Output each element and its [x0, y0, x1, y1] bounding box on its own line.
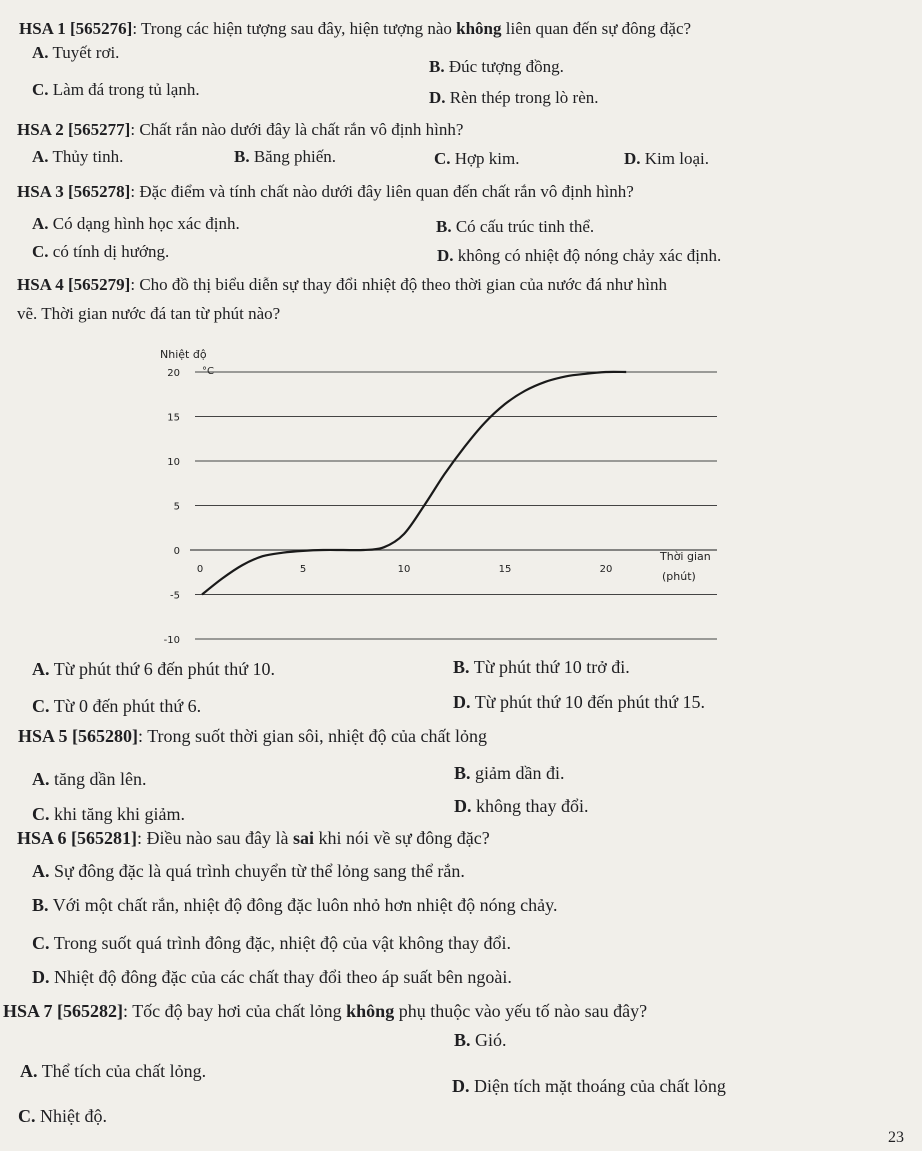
option-4b[interactable]: B. Từ phút thứ 10 trở đi.	[453, 657, 630, 677]
y-tick-label: 0	[173, 546, 180, 557]
question-7-text-a: : Tốc độ bay hơi của chất lỏng	[123, 1001, 347, 1021]
option-6c[interactable]: C. Trong suốt quá trình đông đặc, nhiệt độ của vật không thay đổi.	[32, 933, 511, 953]
question-1-text-a: : Trong các hiện tượng sau đây, hiện tượng nào	[132, 19, 457, 38]
option-5c[interactable]: C. khi tăng khi giảm.	[32, 804, 185, 824]
option-3b[interactable]: B. Có cấu trúc tinh thể.	[436, 217, 595, 236]
question-2	[17, 121, 463, 138]
temperature-time-chart	[150, 340, 730, 645]
question-4	[17, 276, 667, 293]
option-2d[interactable]: D. Kim loại.	[624, 149, 709, 168]
question-7-id: HSA 7 [565282]	[3, 1001, 124, 1021]
y-tick-label: 5	[173, 501, 180, 513]
option-4d[interactable]: D. Từ phút thứ 10 đến phút thứ 15.	[453, 692, 705, 712]
question-4-id: HSA 4 [565279]	[17, 275, 131, 294]
y-tick-label: 15	[167, 412, 180, 424]
x-tick-label: 10	[397, 564, 411, 575]
question-3-id: HSA 3 [565278]	[17, 182, 131, 201]
y-tick-label: 10	[167, 457, 180, 468]
question-6-text-b: khi nói về sự đông đặc?	[313, 828, 490, 848]
option-1a[interactable]: A. Tuyết rơi.	[32, 43, 120, 62]
question-5-id: HSA 5 [565280]	[18, 726, 139, 746]
option-1d[interactable]: D. Rèn thép trong lò rèn.	[429, 88, 599, 107]
page-number: 23	[888, 1129, 904, 1146]
question-1	[19, 20, 691, 37]
option-3d[interactable]: D. không có nhiệt độ nóng chảy xác định.	[437, 246, 722, 265]
question-7	[3, 1002, 647, 1020]
question-5	[18, 727, 487, 745]
option-2c[interactable]: C. Hợp kim.	[434, 149, 520, 168]
option-2a[interactable]: A. Thủy tinh.	[32, 147, 124, 166]
option-5a[interactable]: A. tăng dần lên.	[32, 769, 147, 789]
option-4c[interactable]: C. Từ 0 đến phút thứ 6.	[32, 696, 202, 716]
question-7-text-b: phụ thuộc vào yếu tố nào sau đây?	[394, 1001, 648, 1021]
y-axis-unit: °C	[202, 366, 214, 377]
option-7b[interactable]: B. Gió.	[454, 1030, 507, 1050]
question-2-id: HSA 2 [565277]	[17, 120, 131, 139]
x-tick-label: 0	[196, 564, 204, 575]
option-7c[interactable]: C. Nhiệt độ.	[18, 1106, 107, 1126]
question-6-emphasis: sai	[292, 828, 314, 848]
option-7d[interactable]: D. Diện tích mặt thoáng của chất lỏng	[452, 1076, 726, 1096]
y-tick-labels	[164, 368, 180, 645]
question-4-text-line1: : Cho đồ thị biểu diễn sự thay đổi nhiệt độ theo thời gian của nước đá như hình	[130, 275, 667, 294]
option-2b[interactable]: B. Băng phiến.	[234, 147, 336, 166]
question-4-line2: vẽ. Thời gian nước đá tan từ phút nào?	[17, 304, 281, 323]
option-6a[interactable]: A. Sự đông đặc là quá trình chuyển từ thể lỏng sang thể rắn.	[32, 861, 465, 881]
question-1-id: HSA 1 [565276]	[19, 19, 133, 38]
temperature-curve	[202, 372, 626, 595]
y-axis-label: Nhiệt độ	[160, 348, 207, 361]
option-3a[interactable]: A. Có dạng hình học xác định.	[32, 214, 240, 233]
option-1b[interactable]: B. Đúc tượng đồng.	[429, 57, 564, 76]
question-2-text: : Chất rắn nào dưới đây là chất rắn vô định hình?	[130, 120, 464, 139]
question-6	[17, 829, 490, 847]
x-tick-label: 5	[299, 564, 307, 575]
x-tick-label: 15	[498, 564, 512, 575]
y-tick-label: -10	[163, 635, 180, 645]
x-axis-unit: (phút)	[662, 570, 696, 583]
option-1c[interactable]: C. Làm đá trong tủ lạnh.	[32, 80, 200, 99]
chart-grid	[190, 372, 717, 639]
option-6d[interactable]: D. Nhiệt độ đông đặc của các chất thay đổi theo áp suất bên ngoài.	[32, 967, 512, 987]
question-7-emphasis: không	[346, 1001, 395, 1021]
x-axis-label: Thời gian	[660, 550, 711, 563]
question-5-text: : Trong suốt thời gian sôi, nhiệt độ của chất lỏng	[138, 726, 488, 746]
x-tick-label: 20	[599, 564, 613, 575]
option-5b[interactable]: B. giảm dần đi.	[454, 763, 565, 783]
x-tick-labels	[197, 564, 613, 575]
question-6-text-a: : Điều nào sau đây là	[137, 828, 293, 848]
y-tick-label: 20	[167, 368, 180, 379]
question-6-id: HSA 6 [565281]	[17, 828, 138, 848]
option-5d[interactable]: D. không thay đổi.	[454, 796, 589, 816]
option-4a[interactable]: A. Từ phút thứ 6 đến phút thứ 10.	[32, 659, 275, 679]
question-3-text: : Đặc điểm và tính chất nào dưới đây liên quan đến chất rắn vô định hình?	[130, 182, 634, 201]
question-1-emphasis: không	[456, 19, 502, 38]
option-7a[interactable]: A. Thể tích của chất lỏng.	[20, 1061, 207, 1081]
y-tick-label: -5	[170, 590, 180, 602]
option-6b[interactable]: B. Với một chất rắn, nhiệt độ đông đặc luôn nhỏ hơn nhiệt độ nóng chảy.	[32, 895, 558, 915]
question-3	[17, 183, 634, 200]
option-3c[interactable]: C. có tính dị hướng.	[32, 242, 170, 261]
question-1-text-b: liên quan đến sự đông đặc?	[501, 19, 692, 38]
